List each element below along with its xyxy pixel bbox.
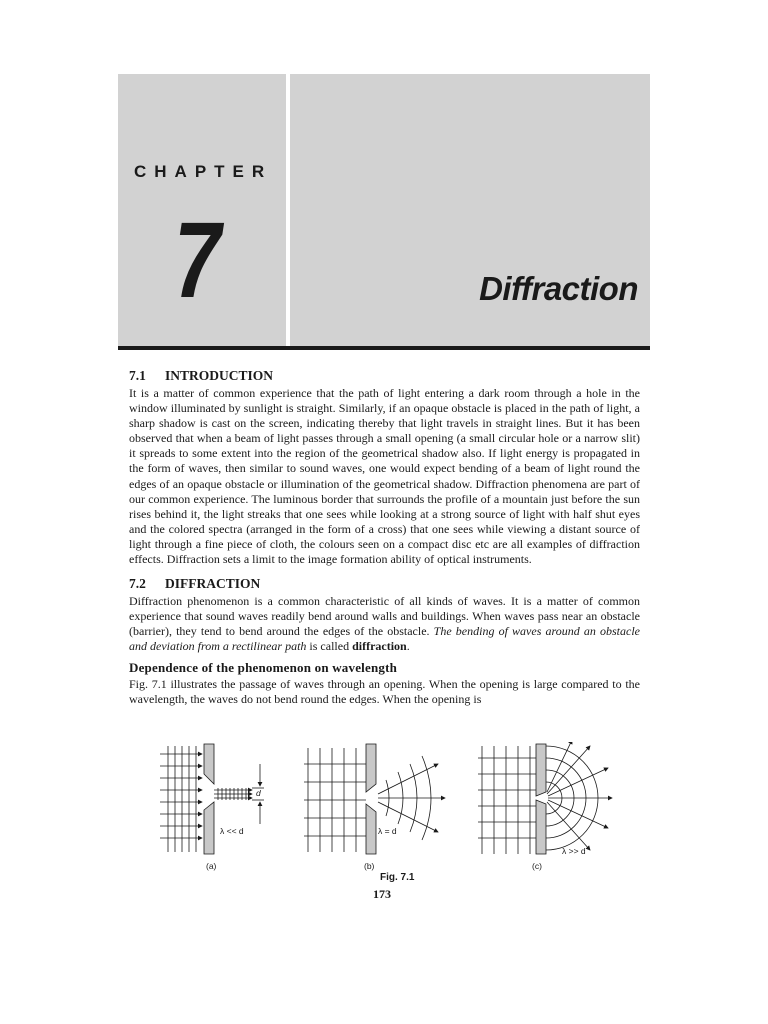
panel-b-rays [378, 764, 445, 832]
panel-c-label: (c) [532, 861, 542, 871]
figure-7-1 [160, 742, 620, 877]
panel-c-grid [478, 746, 536, 854]
diffraction-diagram [160, 742, 620, 877]
panel-a-barrier-top [204, 744, 214, 784]
diffraction-text: Diffraction phenomenon is a common characteristic of all kinds of waves. It is a matter of common experience that sound waves readily bend around walls and buildings. When waves pass near an obstacle (barrier), they tend to bend around the edges of the obstacle. [129, 594, 640, 639]
subheading-wavelength: Dependence of the phenomenon on wavelength [129, 659, 398, 675]
panel-b-grid [304, 748, 366, 852]
panel-a-transmitted-waves [214, 788, 252, 800]
section-heading-diffraction [129, 574, 640, 594]
page-content [129, 366, 640, 707]
chapter-title: Diffraction [479, 270, 638, 307]
panel-c-barrier-bottom [536, 800, 546, 854]
panel-c-barrier-top [536, 744, 546, 796]
section-number: 7.1 [129, 368, 146, 383]
page-number: 173 [373, 887, 391, 901]
diffraction-definition-italic: The bending of waves around an obstacle and deviation from a rectilinear path [129, 624, 640, 654]
diffraction-term: diffraction [352, 639, 407, 654]
section-heading-introduction [129, 366, 640, 386]
panel-a-wavefronts [168, 746, 196, 852]
panel-a-condition: λ << d [220, 826, 244, 836]
panel-b-barrier-top [366, 744, 376, 792]
panel-c-condition: λ >> d [562, 846, 586, 856]
panel-c-rays [547, 742, 612, 850]
wavelength-paragraph: Fig. 7.1 illustrates the passage of waves through an opening. When the opening is large compared to the wavelength, the waves do not bend round the edges. When the opening is [129, 676, 640, 706]
header-rule [118, 346, 650, 350]
panel-b-condition: λ = d [378, 826, 397, 836]
section-number: 7.2 [129, 576, 146, 592]
header-divider [286, 74, 290, 348]
panel-b-diagram [304, 744, 445, 854]
chapter-number: 7 [174, 199, 221, 320]
panel-a-label: (a) [206, 861, 217, 871]
section-title: INTRODUCTION [165, 368, 274, 383]
panel-a-barrier-bottom [204, 802, 214, 854]
diffraction-text-mid: is called [306, 639, 353, 654]
chapter-header [118, 74, 650, 348]
diffraction-text-end: . [406, 639, 410, 654]
figure-caption: Fig. 7.1 [380, 872, 415, 883]
panel-a-diagram [160, 744, 264, 854]
chapter-label: CHAPTER [134, 162, 273, 181]
panel-b-barrier-bottom [366, 804, 376, 854]
panel-a-d-label: d [256, 788, 261, 798]
section-title: DIFFRACTION [165, 576, 261, 592]
panel-c-diagram [478, 742, 612, 854]
introduction-paragraph: It is a matter of common experience that the path of light entering a dark room through a hole in the window illuminated by sunlight is straight. Similarly, if an opaque obstacle is placed in the path of light, a sharp shadow is cast on the screen, indicating thereby that light travels in straight lines. But it has been observed that when a beam of light passes through a small opening (a small circular hole or a narrow slit) it spreads to some extent into the region of the geometrical shadow also. If light energy is propagated in the form of waves, then similar to sound waves, one would expect bending of a beam of light round the edges of an opaque obstacle or illumination of the geometrical shadow. Diffraction phenomena are part of our common experience. The luminous border that surrounds the profile of a mountain just before the sun rises behind it, the light streaks that one sees while looking at a strong source of light with half shut eyes and the colored spectra (arranged in the form of a cross) that one sees while viewing a distant source of light through a fine piece of cloth, the colours seen on a compact disc etc are all examples of diffraction effects. Diffraction sets a limit to the image formation ability of optical instruments. [129, 386, 640, 567]
diffraction-paragraph [129, 594, 640, 654]
panel-b-label: (b) [364, 861, 375, 871]
